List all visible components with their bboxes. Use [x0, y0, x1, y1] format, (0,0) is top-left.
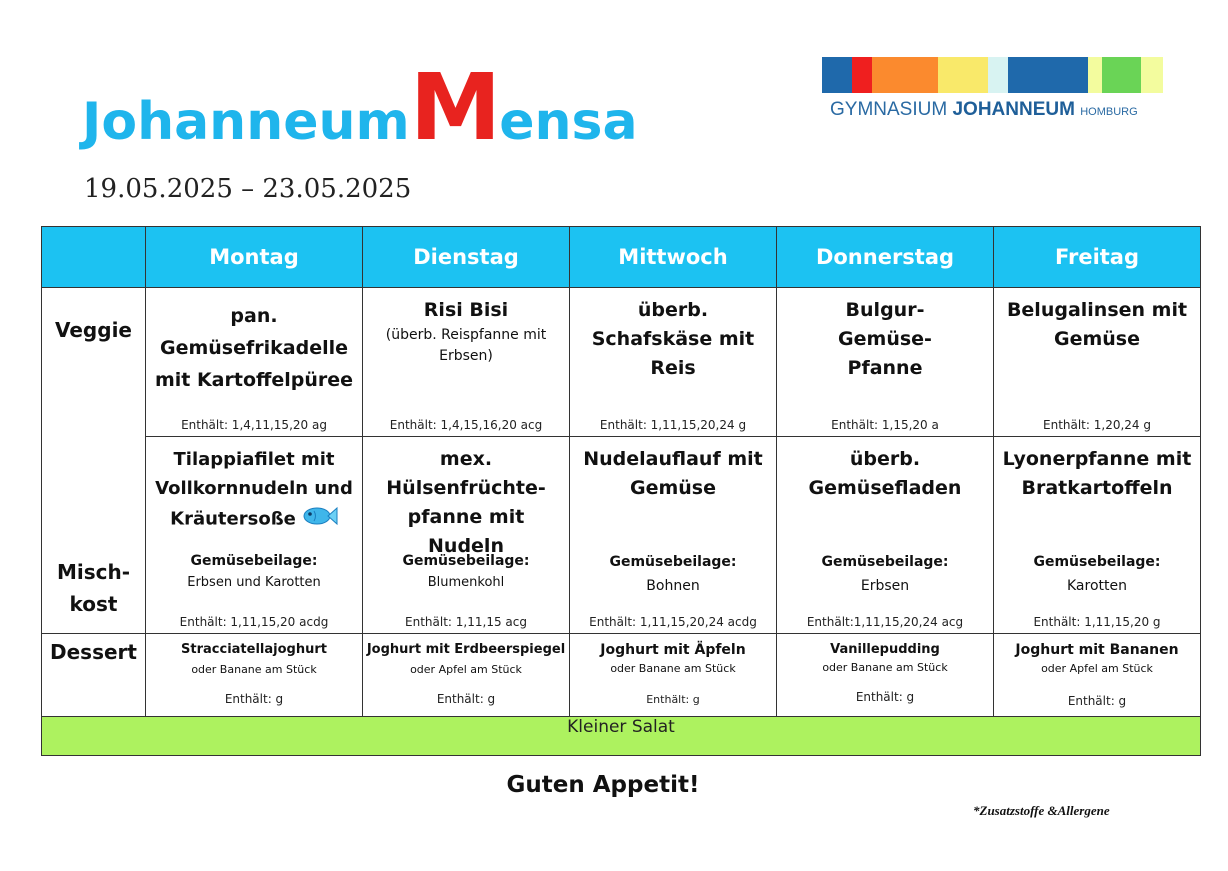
misch-cell-montag [146, 437, 363, 634]
dessert-name: Joghurt mit Äpfeln [600, 642, 746, 658]
side-dish [363, 553, 569, 590]
dessert-alternative: oder Apfel am Stück [410, 663, 522, 676]
page-title [82, 54, 638, 161]
side-dish-value: Karotten [1067, 578, 1127, 594]
school-prefix: GYMNASIUM [830, 99, 948, 120]
dessert-alternative: oder Banane am Stück [822, 661, 948, 674]
row-label-veggie: Veggie [54, 318, 132, 342]
dish-title: Bulgur-Gemüse-Pfanne [838, 299, 932, 379]
allergen-info: Enthält: 1,20,24 g [1043, 418, 1151, 432]
allergen-info: Enthält: 1,11,15,20 acdg [179, 615, 329, 629]
greeting: Guten Appetit! [506, 772, 700, 798]
day-header-row [42, 227, 1201, 288]
title-part-ensa: ensa [499, 92, 638, 152]
dessert-alternative: oder Banane am Stück [191, 663, 317, 676]
dish-title [363, 288, 569, 367]
salat-row [42, 717, 1201, 756]
allergen-info: Enthält: 1,11,15,20 g [1033, 615, 1161, 629]
dessert-alternative: oder Apfel am Stück [1041, 662, 1153, 675]
allergen-info: Enthält:1,11,15,20,24 acg [806, 615, 964, 629]
side-dish [570, 554, 776, 594]
dish-title [146, 437, 362, 536]
title-part-m: M [409, 54, 500, 161]
corner-cell [42, 227, 146, 288]
allergen-info: Enthält: 1,11,15 acg [405, 615, 527, 629]
logo-stripe [872, 57, 938, 93]
allergen-note: *Zusatzstoffe &Allergene [973, 803, 1110, 818]
dessert-name: Joghurt mit Erdbeerspiegel [366, 642, 566, 657]
logo-stripe [1102, 57, 1141, 93]
logo-stripe [852, 57, 872, 93]
logo-stripe [988, 57, 1008, 93]
mischkost-row [42, 437, 1201, 634]
dessert-row [42, 634, 1201, 717]
dish-title: überb. Schafskäse mit Reis [591, 299, 755, 379]
veggie-cell-mittwoch [570, 288, 777, 437]
allergen-info: Enthält: g [855, 690, 915, 704]
dessert-cell-donnerstag [777, 634, 994, 717]
veggie-cell-montag [146, 288, 363, 437]
day-header: Donnerstag [777, 227, 994, 288]
misch-cell-donnerstag [777, 437, 994, 634]
row-label-dessert: Dessert [42, 634, 146, 717]
side-dish [777, 554, 993, 594]
weekly-menu-table [41, 226, 1201, 756]
allergen-info: Enthält: g [436, 692, 496, 706]
side-dish-label: Gemüsebeilage: [402, 553, 530, 569]
veggie-cell-dienstag [363, 288, 570, 437]
day-header: Montag [146, 227, 363, 288]
misch-cell-mittwoch [570, 437, 777, 634]
dessert-cell-montag [146, 634, 363, 717]
dessert-name: Joghurt mit Bananen [1015, 642, 1179, 658]
logo-stripe [1088, 57, 1102, 93]
dish-name: Tilappiafilet mit Vollkornnudeln und Kräutersoße [155, 449, 353, 530]
side-dish-label: Gemüsebeilage: [609, 554, 737, 570]
allergen-info: Enthält: 1,11,15,20,24 g [599, 418, 747, 432]
logo-stripe [1141, 57, 1163, 93]
day-header: Dienstag [363, 227, 570, 288]
dessert-cell-mittwoch [570, 634, 777, 717]
dish-title: Nudelauflauf mit Gemüse [583, 448, 763, 499]
dish-title: Lyonerpfanne mit Bratkartoffeln [1002, 448, 1192, 499]
dessert-alternative: oder Banane am Stück [610, 662, 736, 675]
side-dish [994, 554, 1200, 594]
misch-cell-freitag [994, 437, 1201, 634]
title-part-johanneum: Johanneum [82, 92, 410, 152]
allergen-info: Enthält: g [224, 692, 284, 706]
allergen-info: Enthält: g [646, 693, 700, 706]
dessert-cell-dienstag [363, 634, 570, 717]
side-dish-value: Erbsen [860, 578, 910, 594]
veggie-cell-freitag [994, 288, 1201, 437]
side-dish-value: Bohnen [646, 578, 700, 594]
allergen-info: Enthält: 1,15,20 a [831, 418, 939, 432]
allergen-info: Enthält: 1,4,15,16,20 acg [389, 418, 543, 432]
dish-subtitle: (überb. Reispfanne mit Erbsen) [385, 327, 547, 364]
side-dish [146, 553, 362, 590]
dessert-name: Stracciatellajoghurt [181, 642, 327, 657]
day-header: Mittwoch [570, 227, 777, 288]
school-name: JOHANNEUM [952, 99, 1075, 120]
salat-banner: Kleiner Salat [42, 717, 1201, 756]
dish-name: Risi Bisi [423, 299, 509, 321]
veggie-row [42, 288, 1201, 437]
side-dish-label: Gemüsebeilage: [1033, 554, 1161, 570]
row-label-mischkost: Misch- kost [56, 560, 131, 616]
day-header: Freitag [994, 227, 1201, 288]
allergen-info: Enthält: 1,4,11,15,20 ag [181, 418, 327, 432]
row-label-veggie-misch [42, 288, 146, 634]
dessert-name: Vanillepudding [830, 642, 940, 657]
veggie-cell-donnerstag [777, 288, 994, 437]
date-range: 19.05.2025 – 23.05.2025 [84, 174, 412, 204]
school-city: HOMBURG [1080, 106, 1138, 118]
dessert-cell-freitag [994, 634, 1201, 717]
allergen-info: Enthält: g [1067, 694, 1127, 708]
dish-title: pan. Gemüsefrikadelle mit Kartoffelpüree [154, 305, 354, 391]
dish-title: mex. Hülsenfrüchte-pfanne mit Nudeln [386, 448, 546, 557]
dish-title: Belugalinsen mit Gemüse [1006, 299, 1188, 350]
dish-title: überb. Gemüsefladen [808, 448, 962, 499]
side-dish-label: Gemüsebeilage: [190, 553, 318, 569]
logo-stripe [1008, 57, 1088, 93]
side-dish-value: Blumenkohl [427, 575, 505, 590]
school-logo-text [830, 99, 1138, 121]
fish-icon [302, 503, 338, 536]
school-logo-stripes [822, 57, 1163, 93]
side-dish-value: Erbsen und Karotten [187, 575, 321, 590]
misch-cell-dienstag [363, 437, 570, 634]
allergen-info: Enthält: 1,11,15,20,24 acdg [589, 615, 757, 629]
logo-stripe [938, 57, 988, 93]
side-dish-label: Gemüsebeilage: [821, 554, 949, 570]
logo-stripe [822, 57, 852, 93]
